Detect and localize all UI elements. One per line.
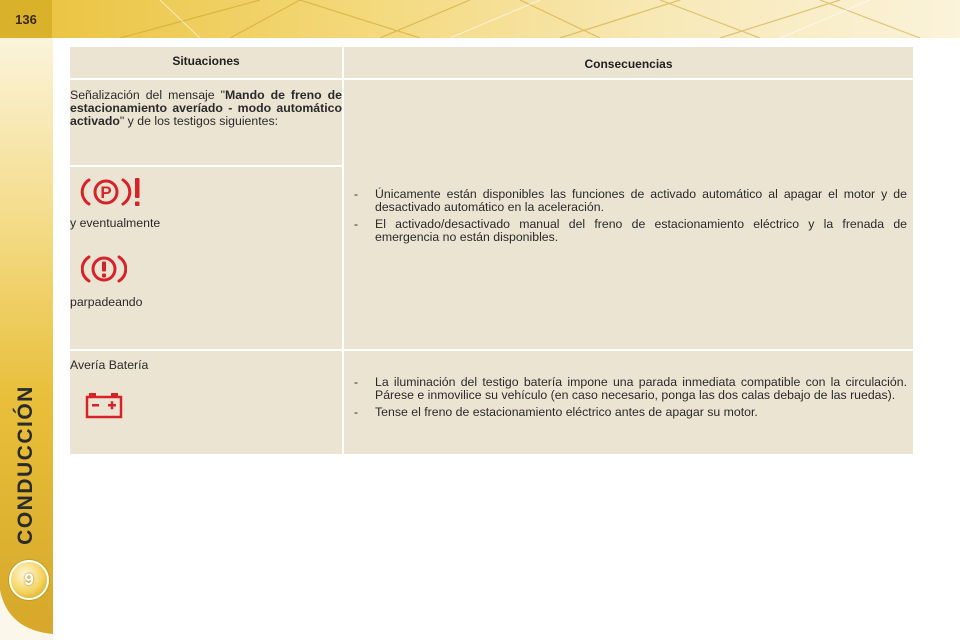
chapter-number: 9: [24, 570, 34, 589]
table-row-battery-fault: [70, 351, 913, 454]
chapter-number-badge: [9, 560, 49, 600]
battery-warning-icon: [85, 391, 127, 421]
table-row-brake-fault-message: [70, 80, 913, 165]
list-marker: -: [354, 187, 359, 201]
table-header-row: [70, 47, 913, 78]
chapter-title: CONDUCCIÓN: [14, 385, 37, 545]
warning-table: [68, 45, 915, 456]
consequences-cell-battery: [344, 351, 913, 454]
list-item: [348, 376, 907, 402]
page-number-tab: [0, 0, 52, 38]
header-consequences-label: Consecuencias: [584, 57, 673, 71]
list-marker: -: [354, 217, 359, 231]
situation-cell-icons: [70, 167, 342, 349]
header-situations: [70, 47, 342, 78]
situation-message-text: [70, 89, 342, 128]
message-prefix: Señalización del mensaje ": [70, 88, 225, 102]
list-marker: -: [354, 375, 359, 389]
consequences-list-battery: [344, 376, 913, 419]
list-item: [348, 218, 907, 244]
consequence-text: Únicamente están disponibles las funciones de activado automático al apagar el motor y de desactivado automático en la aceleración.: [375, 187, 907, 214]
list-item: [348, 188, 907, 214]
message-bold-text: Mando de freno de estacionamiento averíado - modo automático activado: [70, 88, 343, 128]
battery-fault-label: Avería Batería: [70, 358, 149, 372]
svg-text:P: P: [100, 183, 112, 202]
situation-cell-message: [70, 80, 342, 165]
consequences-list-brake-fault: [344, 188, 913, 244]
consequence-text: Tense el freno de estacionamiento eléctrico antes de apagar su motor.: [375, 405, 758, 419]
situation-cell-battery: [70, 351, 342, 454]
brake-fault-warning-icon: [81, 252, 127, 286]
parking-brake-warning-icon: [80, 175, 150, 209]
warning-table-container: [68, 45, 915, 456]
header-decoration: [0, 0, 960, 38]
header-situations-label: Situaciones: [172, 54, 240, 68]
consequence-text: El activado/desactivado manual del freno de estacionamiento eléctrico y la frenada de emergencia no están disponibles.: [375, 217, 907, 244]
list-item: [348, 406, 907, 419]
eventually-label: y eventualmente: [70, 216, 161, 230]
consequence-text: La iluminación del testigo batería impone una parada inmediata compatible con la circulación. Párese e inmovilice su vehículo (en caso necesario, ponga las dos calas debajo de las ruedas).: [375, 375, 907, 402]
header-band: [0, 0, 960, 38]
message-suffix: " y de los testigos siguientes:: [119, 114, 279, 128]
list-marker: -: [354, 405, 359, 419]
page-number: 136: [15, 11, 37, 27]
blinking-label: parpadeando: [70, 295, 143, 309]
consequences-cell-brake-fault: [344, 80, 913, 349]
header-consequences: [344, 47, 913, 78]
chapter-strip: [0, 38, 53, 640]
